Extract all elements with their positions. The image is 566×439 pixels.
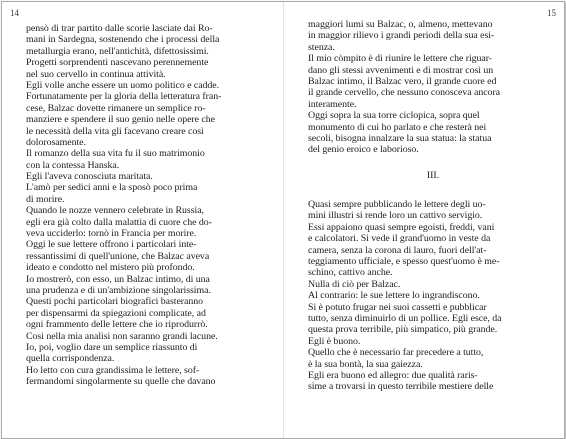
text-line: veva ucciderlo: tornò in Francia per morire. bbox=[26, 228, 197, 240]
text-line: è la sua bontà, la sua gaiezza. bbox=[308, 358, 423, 370]
text-line: tutto, senza diminuirlo di un pollice. Egli esce, da bbox=[308, 312, 502, 324]
text-line: dano gli stessi avvenimenti e di mostrar così un bbox=[308, 64, 494, 76]
text-line: Nulla di ciò per Balzac. bbox=[308, 278, 401, 290]
text-line: le necessità della vita gli facevano creare così bbox=[26, 125, 204, 137]
text-line: maggiori lumi su Balzac, o, almeno, mettevano bbox=[308, 19, 493, 30]
text-line: cese, Balzac dovette rimanere un semplice ro- bbox=[26, 102, 206, 114]
text-line: Io mostrerò, con esso, un Balzac intimo, di una bbox=[26, 273, 210, 285]
text-line: Balzac intimo, il Balzac vero, il grande cuore ed bbox=[308, 75, 497, 87]
right-page bbox=[289, 2, 564, 438]
text-line: fermandomi singolarmente su quelle che davano bbox=[26, 376, 216, 388]
text-line: stenza. bbox=[308, 41, 335, 53]
text-line: secoli, bisogna innalzare la sua statua: la statua bbox=[308, 132, 492, 144]
text-line: questa prova terribile, più simpatico, più grande. bbox=[308, 324, 498, 336]
text-line: nel suo cervello in continua attività. bbox=[26, 68, 166, 80]
text-line: metallurgia erano, nell'antichità, difettosissimi. bbox=[26, 45, 209, 57]
right-page-text bbox=[308, 19, 558, 393]
text-line: Oggi le sue lettere offrono i particolari inte- bbox=[26, 239, 197, 251]
text-line: mini illustri si rende loro un cattivo servigio. bbox=[308, 210, 483, 222]
text-line: quella corrispondenza. bbox=[26, 353, 115, 365]
text-line: Al contrario: le sue lettere lo ingrandiscono. bbox=[308, 290, 480, 302]
text-line: Egli era buono ed allegro: due qualità raris- bbox=[308, 369, 478, 381]
page-gutter bbox=[283, 2, 284, 438]
text-line: monumento di cui ho parlato e che resterà nei bbox=[308, 121, 487, 133]
book-spread bbox=[1, 1, 565, 439]
right-page-number: 15 bbox=[547, 8, 556, 18]
text-line: Egli l'aveva conosciuta maritata. bbox=[26, 171, 153, 183]
text-line: Questi pochi particolari biografici basteranno bbox=[26, 296, 204, 308]
text-line: Progetti sorprendenti nascevano perennemente bbox=[26, 57, 209, 69]
text-line: Si è potuto frugar nei suoi cassetti e pubblicar bbox=[308, 301, 487, 313]
text-line: con la contessa Hanska. bbox=[26, 159, 120, 171]
text-line: Il mio còmpito è di riunire le lettere che riguar- bbox=[308, 53, 493, 65]
text-line: Egli è buono. bbox=[308, 335, 361, 347]
text-line: egli era già colto dalla malattia di cuore che do- bbox=[26, 216, 212, 228]
text-line: camera, senza la corona di lauro, fuori dell'at- bbox=[308, 244, 487, 256]
text-line: sime a trovarsi in questo terribile mestiere delle bbox=[308, 381, 494, 393]
text-line: Quando le nozze vennero celebrate in Russia, bbox=[26, 205, 204, 217]
text-line: una prudenza e di un'ambizione singolarissima. bbox=[26, 284, 211, 296]
text-line: Essi appaiono quasi sempre egoisti, freddi, vani bbox=[308, 221, 495, 233]
text-line: Fortunatamente per la gloria della letteratura fran- bbox=[26, 91, 222, 103]
text-line: Quello che è necessario far precedere a tutto, bbox=[308, 347, 484, 359]
text-line: Io, poi, voglio dare un semplice riassunto di bbox=[26, 341, 198, 353]
text-line: del genio eroico e laborioso. bbox=[308, 144, 419, 156]
left-page-text bbox=[26, 23, 272, 388]
text-line: ideato e condotto nel mistero più profondo. bbox=[26, 262, 195, 274]
text-line: pensò di trar partito dalle scorie lasciate dai Ro- bbox=[26, 23, 213, 34]
text-line: di morire. bbox=[26, 193, 65, 205]
text-line: e calcolatori. Si vede il grand'uomo in veste da bbox=[308, 233, 491, 245]
text-line: Quasi sempre pubblicando le lettere degli uo- bbox=[308, 199, 486, 211]
text-line: Così nella mia analisi non saranno grandi lacune. bbox=[26, 330, 218, 342]
text-line: dolorosamente. bbox=[26, 136, 86, 148]
text-line: schino, cattivo anche. bbox=[308, 267, 393, 279]
text-line: interamente. bbox=[308, 98, 357, 110]
text-line: mani in Sardegna, sostenendo che i processi della bbox=[26, 34, 220, 46]
text-line: Oggi sopra la sua torre ciclopica, sopra quel bbox=[308, 110, 480, 122]
left-page bbox=[2, 2, 280, 438]
text-line: Il romanzo della sua vita fu il suo matrimonio bbox=[26, 148, 205, 160]
text-line: teggiamento ufficiale, e spesso quest'uomo è me- bbox=[308, 256, 500, 268]
text-line: L'amò per sedici anni e la sposò poco prima bbox=[26, 182, 198, 194]
text-line: ogni frammento delle lettere che io riprodurrò. bbox=[26, 319, 208, 331]
text-line: Egli volle anche essere un uomo politico e cadde. bbox=[26, 79, 220, 91]
text-line: il grande cervello, che nessuno conosceva ancora bbox=[308, 87, 500, 99]
text-line: Ho letto con cura grandissima le lettere, sof- bbox=[26, 364, 200, 376]
text-line: per dispensarmi da spiegazioni complicate, ad bbox=[26, 307, 206, 319]
text-line: manziere e spendere il suo genio nelle opere che bbox=[26, 114, 215, 126]
left-page-number: 14 bbox=[10, 8, 19, 18]
chapter-heading: III. bbox=[426, 169, 440, 181]
text-line: in maggior rilievo i grandi periodi della sua esi- bbox=[308, 30, 495, 42]
text-line: ressantissimi di quell'unione, che Balzac aveva bbox=[26, 250, 210, 262]
